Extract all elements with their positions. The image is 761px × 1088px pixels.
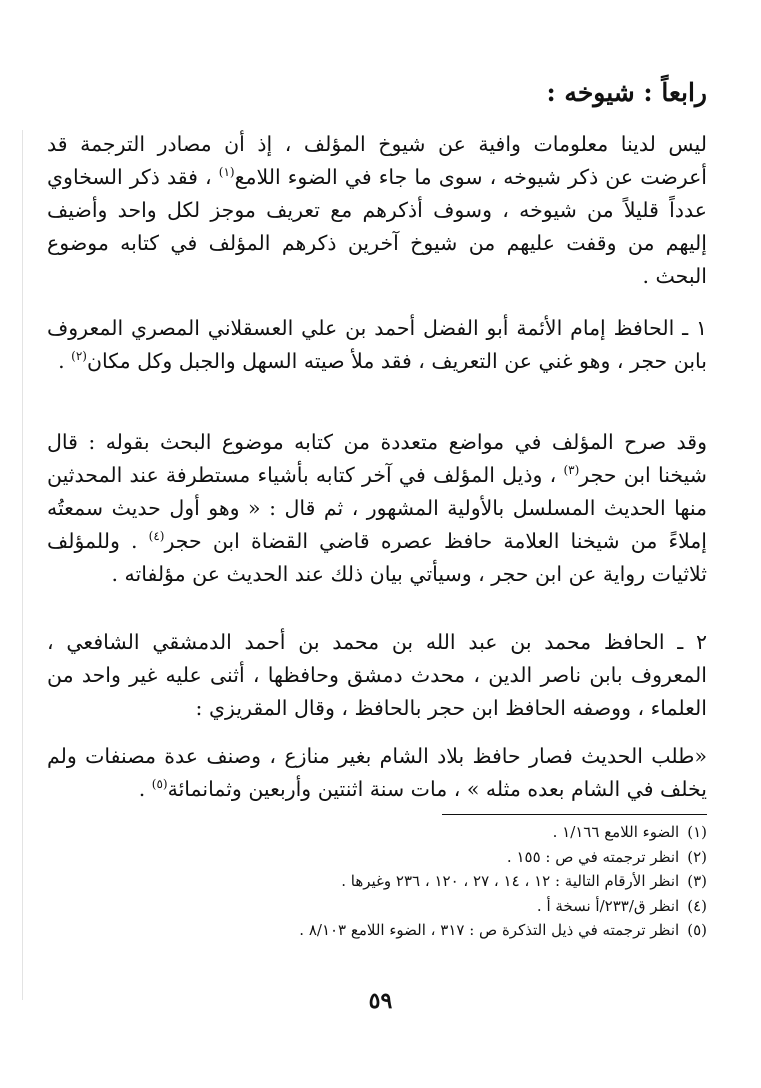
footnote-text: الضوء اللامع ١/١٦٦ . [552,823,680,841]
footnote-item [47,820,707,845]
footnote-ref-1: (١) [218,165,235,180]
paragraph-sheikh-2: ٢ ـ الحافظ محمد بن عبد الله بن محمد بن أحمد الدمشقي الشافعي ، المعروف بابن ناصر الدين ، محدث دمشق وحافظها ، أثنى عليه غير واحد من العلماء ، ووصفه الحافظ ابن حجر بالحافظ ، وقال المقريزي : [47,630,707,720]
footnote-item [47,894,707,919]
footnote-item [47,869,707,894]
footnote-text: انظر ترجمته في ص : ١٥٥ . [506,847,680,866]
footnote-ref-2: (٢) [71,349,87,364]
paragraph-sheikh-1-text: ١ ـ الحافظ إمام الأئمة أبو الفضل أحمد بن علي العسقلاني المصري المعروف بابن حجر ، وهو غني عن التعريف ، فقد ملأ صيته السهل والجبل وكل مكان [47,316,707,373]
footnote-number: (٤) [687,896,707,915]
paragraph-sheikh-1 [47,312,707,378]
paragraph-author-statement [47,426,707,591]
footnote-ref-5: (٥) [151,777,168,792]
paragraph-quote-tail: . [138,777,146,801]
footnote-number: (٣) [687,872,707,890]
footnote-item [47,845,707,870]
paragraph-sheikh-1-tail: . [58,349,65,373]
paragraph-quote-text: «طلب الحديث فصار حافظ بلاد الشام بغير منازع ، وصنف عدة مصنفات ولم يخلف في الشام بعده مثله » ، مات سنة اثنتين وأربعين وثمانمائة [47,744,707,801]
paragraph-author-statement-c: . وللمؤلف ثلاثيات رواية عن ابن حجر ، وسيأتي بيان ذلك عند الحديث عن مؤلفاته . [47,529,707,586]
footnote-number: (١) [687,823,707,841]
paragraph-author-statement-b: ، وذيل المؤلف في آخر كتابه بأشياء مستطرفة عند المحدثين منها الحديث المسلسل بالأولية المشهور ، ثم قال : « وهو أول حديث سمعتُه إملاءً من شيخنا العلامة حافظ عصره قاضي القضاة ابن حجر [47,463,707,553]
footnotes-list [47,820,707,943]
footnote-ref-3: (٣) [563,463,580,478]
footnote-text: انظر ق/٢٣٣/أ نسخة أ . [536,896,680,915]
paragraph-intro [47,128,707,293]
page-number: ٥٩ [368,988,393,1014]
footnote-ref-4: (٤) [148,529,165,544]
footnote-number: (٥) [687,921,707,939]
binding-edge-line [22,130,23,1000]
section-heading: رابعاً : شيوخه : [546,78,707,107]
footnote-item [47,918,707,943]
footnote-text: انظر ترجمته في ذيل التذكرة ص : ٣١٧ ، الضوء اللامع ٨/١٠٣ . [299,921,680,939]
paragraph-author-statement-a: وقد صرح المؤلف في مواضع متعددة من كتابه موضوع البحث بقوله : قال شيخنا ابن حجر [47,430,707,487]
footnote-text: انظر الأرقام التالية : ١٢ ، ١٤ ، ٢٧ ، ١٢٠ ، ٢٣٦ وغيرها . [341,872,680,890]
paragraph-intro-text: ليس لدينا معلومات وافية عن شيوخ المؤلف ، إذ أن مصادر الترجمة قد أعرضت عن ذكر شيوخه ، سوى ما جاء في الضوء اللامع [47,132,707,189]
paragraph-intro-tail: ، فقد ذكر السخاوي عدداً قليلاً من شيوخه ، وسوف أذكرهم مع تعريف موجز لكل واحد وأضيف إليهم من وقفت عليهم من شيوخ آخرين ذكرهم المؤلف في كتابه موضوع البحث . [47,165,707,288]
footnote-number: (٢) [687,847,707,866]
footnote-divider [442,814,707,815]
paragraph-quote [47,740,707,806]
